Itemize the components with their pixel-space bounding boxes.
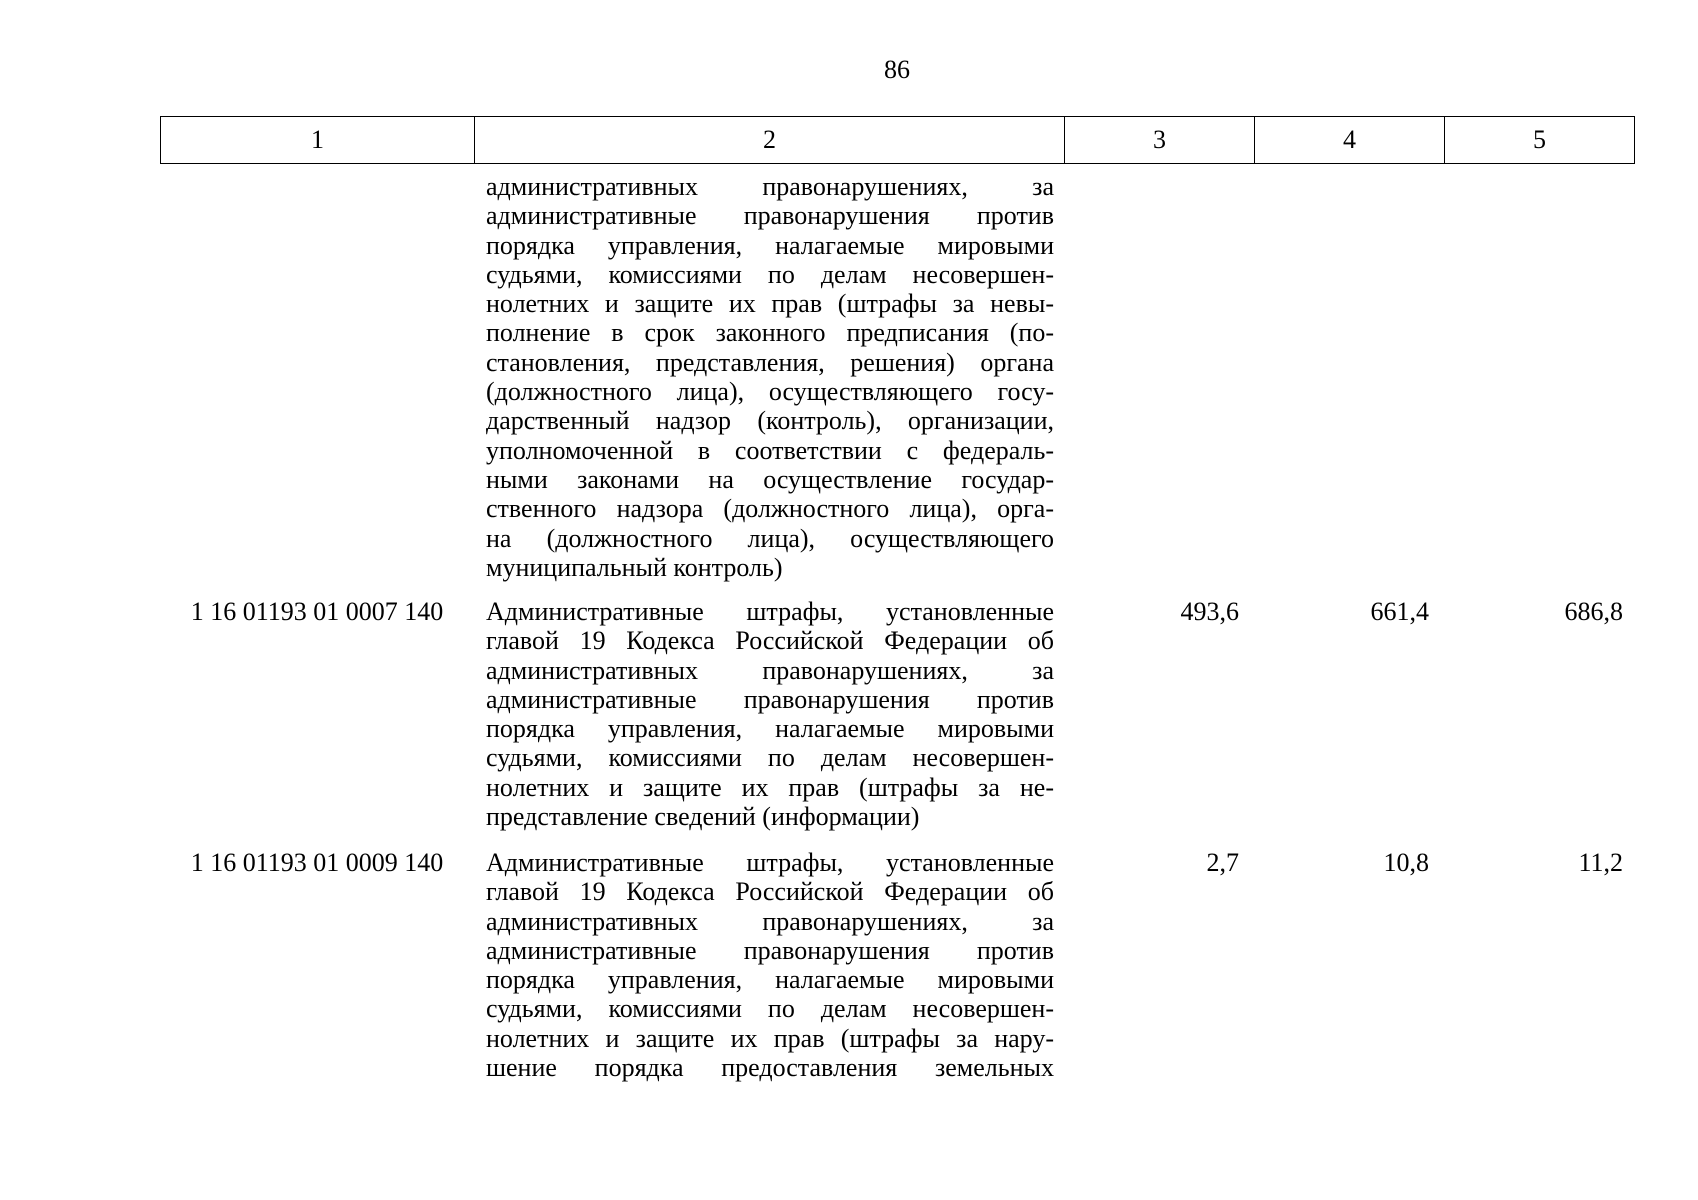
row-value-col4: 10,8 <box>1383 848 1429 877</box>
description-line: ственного надзора (должностного лица), орга- <box>486 494 1054 524</box>
description-line: административных правонарушениях, за <box>486 655 1054 685</box>
description-line: судьями, комиссиями по делам несовершен- <box>486 743 1054 773</box>
description-line: порядка управления, налагаемые мировыми <box>486 714 1054 744</box>
description-line: дарственный надзор (контроль), организации, <box>486 406 1054 436</box>
description-line: административных правонарушениях, за <box>486 906 1054 936</box>
description-line: уполномоченной в соответствии с федераль- <box>486 435 1054 465</box>
description-line: административные правонарушения против <box>486 684 1054 714</box>
column-header-1: 1 <box>161 117 475 164</box>
continuation-description <box>486 172 1054 582</box>
row-value-col3: 2,7 <box>1206 848 1239 877</box>
description-line: главой 19 Кодекса Российской Федерации об <box>486 626 1054 656</box>
description-line: порядка управления, налагаемые мировыми <box>486 230 1054 260</box>
description-line: становления, представления, решения) органа <box>486 347 1054 377</box>
description-line: нолетних и защите их прав (штрафы за нару- <box>486 1023 1054 1053</box>
column-header-5: 5 <box>1445 117 1635 164</box>
row-description <box>486 848 1054 1082</box>
description-line: нолетних и защите их прав (штрафы за невы- <box>486 289 1054 319</box>
row-code: 1 16 01193 01 0007 140 <box>190 597 444 626</box>
description-line: Административные штрафы, установленные <box>486 848 1054 877</box>
description-line: судьями, комиссиями по делам несовершен- <box>486 994 1054 1024</box>
description-line: административных правонарушениях, за <box>486 172 1054 201</box>
description-line: порядка управления, налагаемые мировыми <box>486 965 1054 995</box>
description-line: судьями, комиссиями по делам несовершен- <box>486 259 1054 289</box>
description-line: главой 19 Кодекса Российской Федерации об <box>486 877 1054 907</box>
column-header-3: 3 <box>1065 117 1255 164</box>
description-line: административные правонарушения против <box>486 935 1054 965</box>
description-line: муниципальный контроль) <box>486 552 783 582</box>
row-value-col3: 493,6 <box>1180 597 1239 626</box>
description-line: шение порядка предоставления земельных <box>486 1053 1054 1083</box>
table-header <box>160 116 1635 164</box>
description-line: административные правонарушения против <box>486 201 1054 231</box>
description-line: ными законами на осуществление государ- <box>486 464 1054 494</box>
description-line: полнение в срок законного предписания (по- <box>486 318 1054 348</box>
description-line: на (должностного лица), осуществляющего <box>486 523 1054 553</box>
description-line: нолетних и защите их прав (штрафы за не- <box>486 772 1054 802</box>
row-value-col4: 661,4 <box>1370 597 1429 626</box>
row-description <box>486 597 1054 831</box>
description-line: представление сведений (информации) <box>486 802 920 832</box>
column-header-2: 2 <box>475 117 1065 164</box>
description-line: Административные штрафы, установленные <box>486 597 1054 626</box>
row-value-col5: 11,2 <box>1578 848 1623 877</box>
row-value-col5: 686,8 <box>1564 597 1623 626</box>
column-header-4: 4 <box>1255 117 1445 164</box>
description-line: (должностного лица), осуществляющего госу- <box>486 377 1054 407</box>
row-code: 1 16 01193 01 0009 140 <box>190 848 444 877</box>
page-number: 86 <box>884 55 910 84</box>
